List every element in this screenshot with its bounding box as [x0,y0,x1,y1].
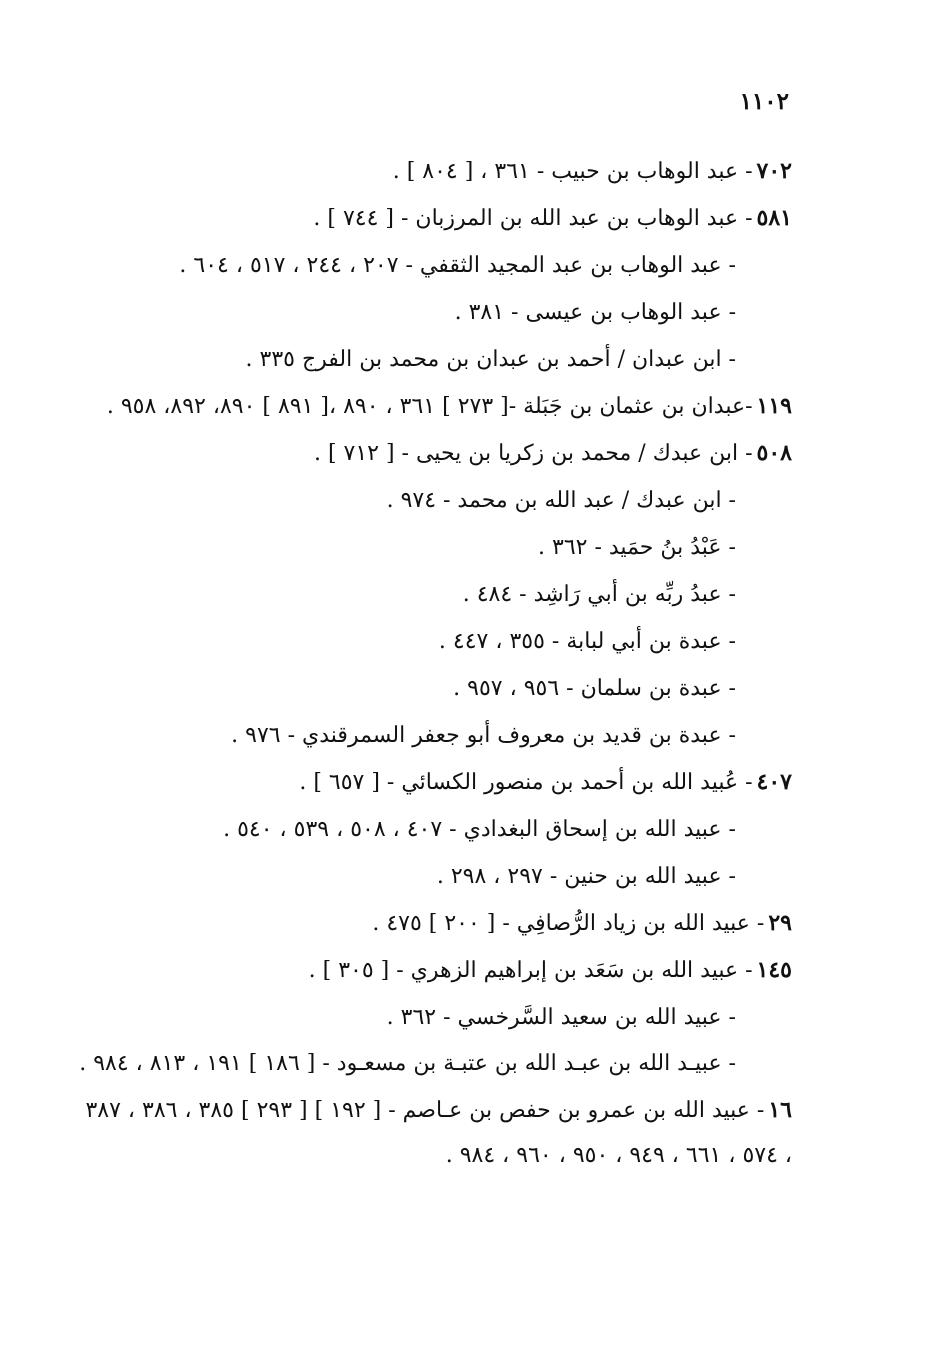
entry-text: - عبدة بن سلمان - ٩٥٦ ، ٩٥٧ . [453,676,736,701]
entry-text: - عبيد الله بن سَعَد بن إبراهيم الزهري - [ ٣٠٥ ] . [308,958,753,983]
entry-text: - عبد الوهاب بن عبد الله بن المرزبان - [ ٧٤٤ ] . [313,206,753,231]
entry-text: - عبد الوهاب بن عيسى - ٣٨١ . [454,300,736,325]
entry-text: - ابن عبدك / عبد الله بن محمد - ٩٧٤ . [386,488,736,513]
index-entry [72,900,792,947]
index-entry [72,853,792,900]
entry-text: - عُبيد الله بن أحمد بن منصور الكسائي - [ ٦٥٧ ] . [299,770,753,795]
index-entry [72,430,792,477]
entry-text: - ابن عبدك / محمد بن زكريا بن يحيى - [ ٧١٢ ] . [313,441,753,466]
index-entry [72,759,792,806]
index-entry [72,1088,792,1180]
entry-number: ١٦ [768,1097,792,1123]
entry-text: - عَبْدُ بنُ حمَيد - ٣٦٢ . [538,535,736,560]
entry-text: - عبيد الله بن زياد الرُّصافِي - [ ٢٠٠ ] ٤٧٥ . [372,911,765,936]
index-entries [72,148,792,1180]
entry-text: - عبيد الله بن عمرو بن حفص بن عـاصم - [ ١٩٢ ] [ ٢٩٣ ] ٣٨٥ ، ٣٨٦ ، ٣٨٧ ، ٥٧٤ ، ٦٦١ ، ٩٤٩ ، ٩٥٠ ، ٩٦٠ ، ٩٨٤ . [85,1098,792,1168]
index-entry [72,242,792,289]
entry-text: -عبدان بن عثمان بن جَبَلة -[ ٢٧٣ ] ٣٦١ ، ٨٩٠ ،[ ٨٩١ ] ٨٩٠، ٨٩٢، ٩٥٨ . [106,394,753,419]
entry-text: - عبيـد الله بن عبـد الله بن عتبـة بن مسعـود - [ ١٨٦ ] ١٩١ ، ٨١٣ ، ٩٨٤ . [79,1051,736,1076]
index-entry [72,336,792,383]
entry-number: ٥٠٨ [756,440,792,466]
entry-text: - عبد الوهاب بن عبد المجيد الثقفي - ٢٠٧ ، ٢٤٤ ، ٥١٧ ، ٦٠٤ . [179,253,736,278]
entry-number: ٤٠٧ [756,769,792,795]
index-entry [72,477,792,524]
entry-text: - عبدُ ربِّه بن أبي رَاشِد - ٤٨٤ . [462,582,736,607]
entry-text: - عبد الوهاب بن حبيب - ٣٦١ ، [ ٨٠٤ ] . [392,159,753,184]
index-entry [72,618,792,665]
entry-number: ١٤٥ [756,957,792,983]
index-entry [72,148,792,195]
entry-text: - عبيد الله بن سعيد السَّرخسي - ٣٦٢ . [386,1005,736,1030]
index-entry [72,571,792,618]
index-entry [72,712,792,759]
entry-text: - عبدة بن قديد بن معروف أبو جعفر السمرقندي - ٩٧٦ . [231,723,736,748]
index-entry [72,806,792,853]
entry-number: ٧٠٢ [756,158,792,184]
entry-text: - ابن عبدان / أحمد بن عبدان بن محمد بن الفرج ٣٣٥ . [245,347,736,372]
index-entry [72,524,792,571]
page-number: ١١٠٢ [739,88,789,115]
index-entry [72,665,792,712]
entry-text: - عبدة بن أبي لبابة - ٣٥٥ ، ٤٤٧ . [438,629,736,654]
entry-number: ١١٩ [756,393,792,419]
index-entry [72,994,792,1041]
entry-text: - عبيد الله بن حنين - ٢٩٧ ، ٢٩٨ . [436,864,736,889]
entry-text: - عبيد الله بن إسحاق البغدادي - ٤٠٧ ، ٥٠٨ ، ٥٣٩ ، ٥٤٠ . [223,817,736,842]
entry-number: ٢٩ [768,910,792,936]
index-entry [72,947,792,994]
index-entry [72,195,792,242]
entry-number: ٥٨١ [756,205,792,231]
index-entry [72,1041,792,1088]
index-entry [72,383,792,430]
index-entry [72,289,792,336]
